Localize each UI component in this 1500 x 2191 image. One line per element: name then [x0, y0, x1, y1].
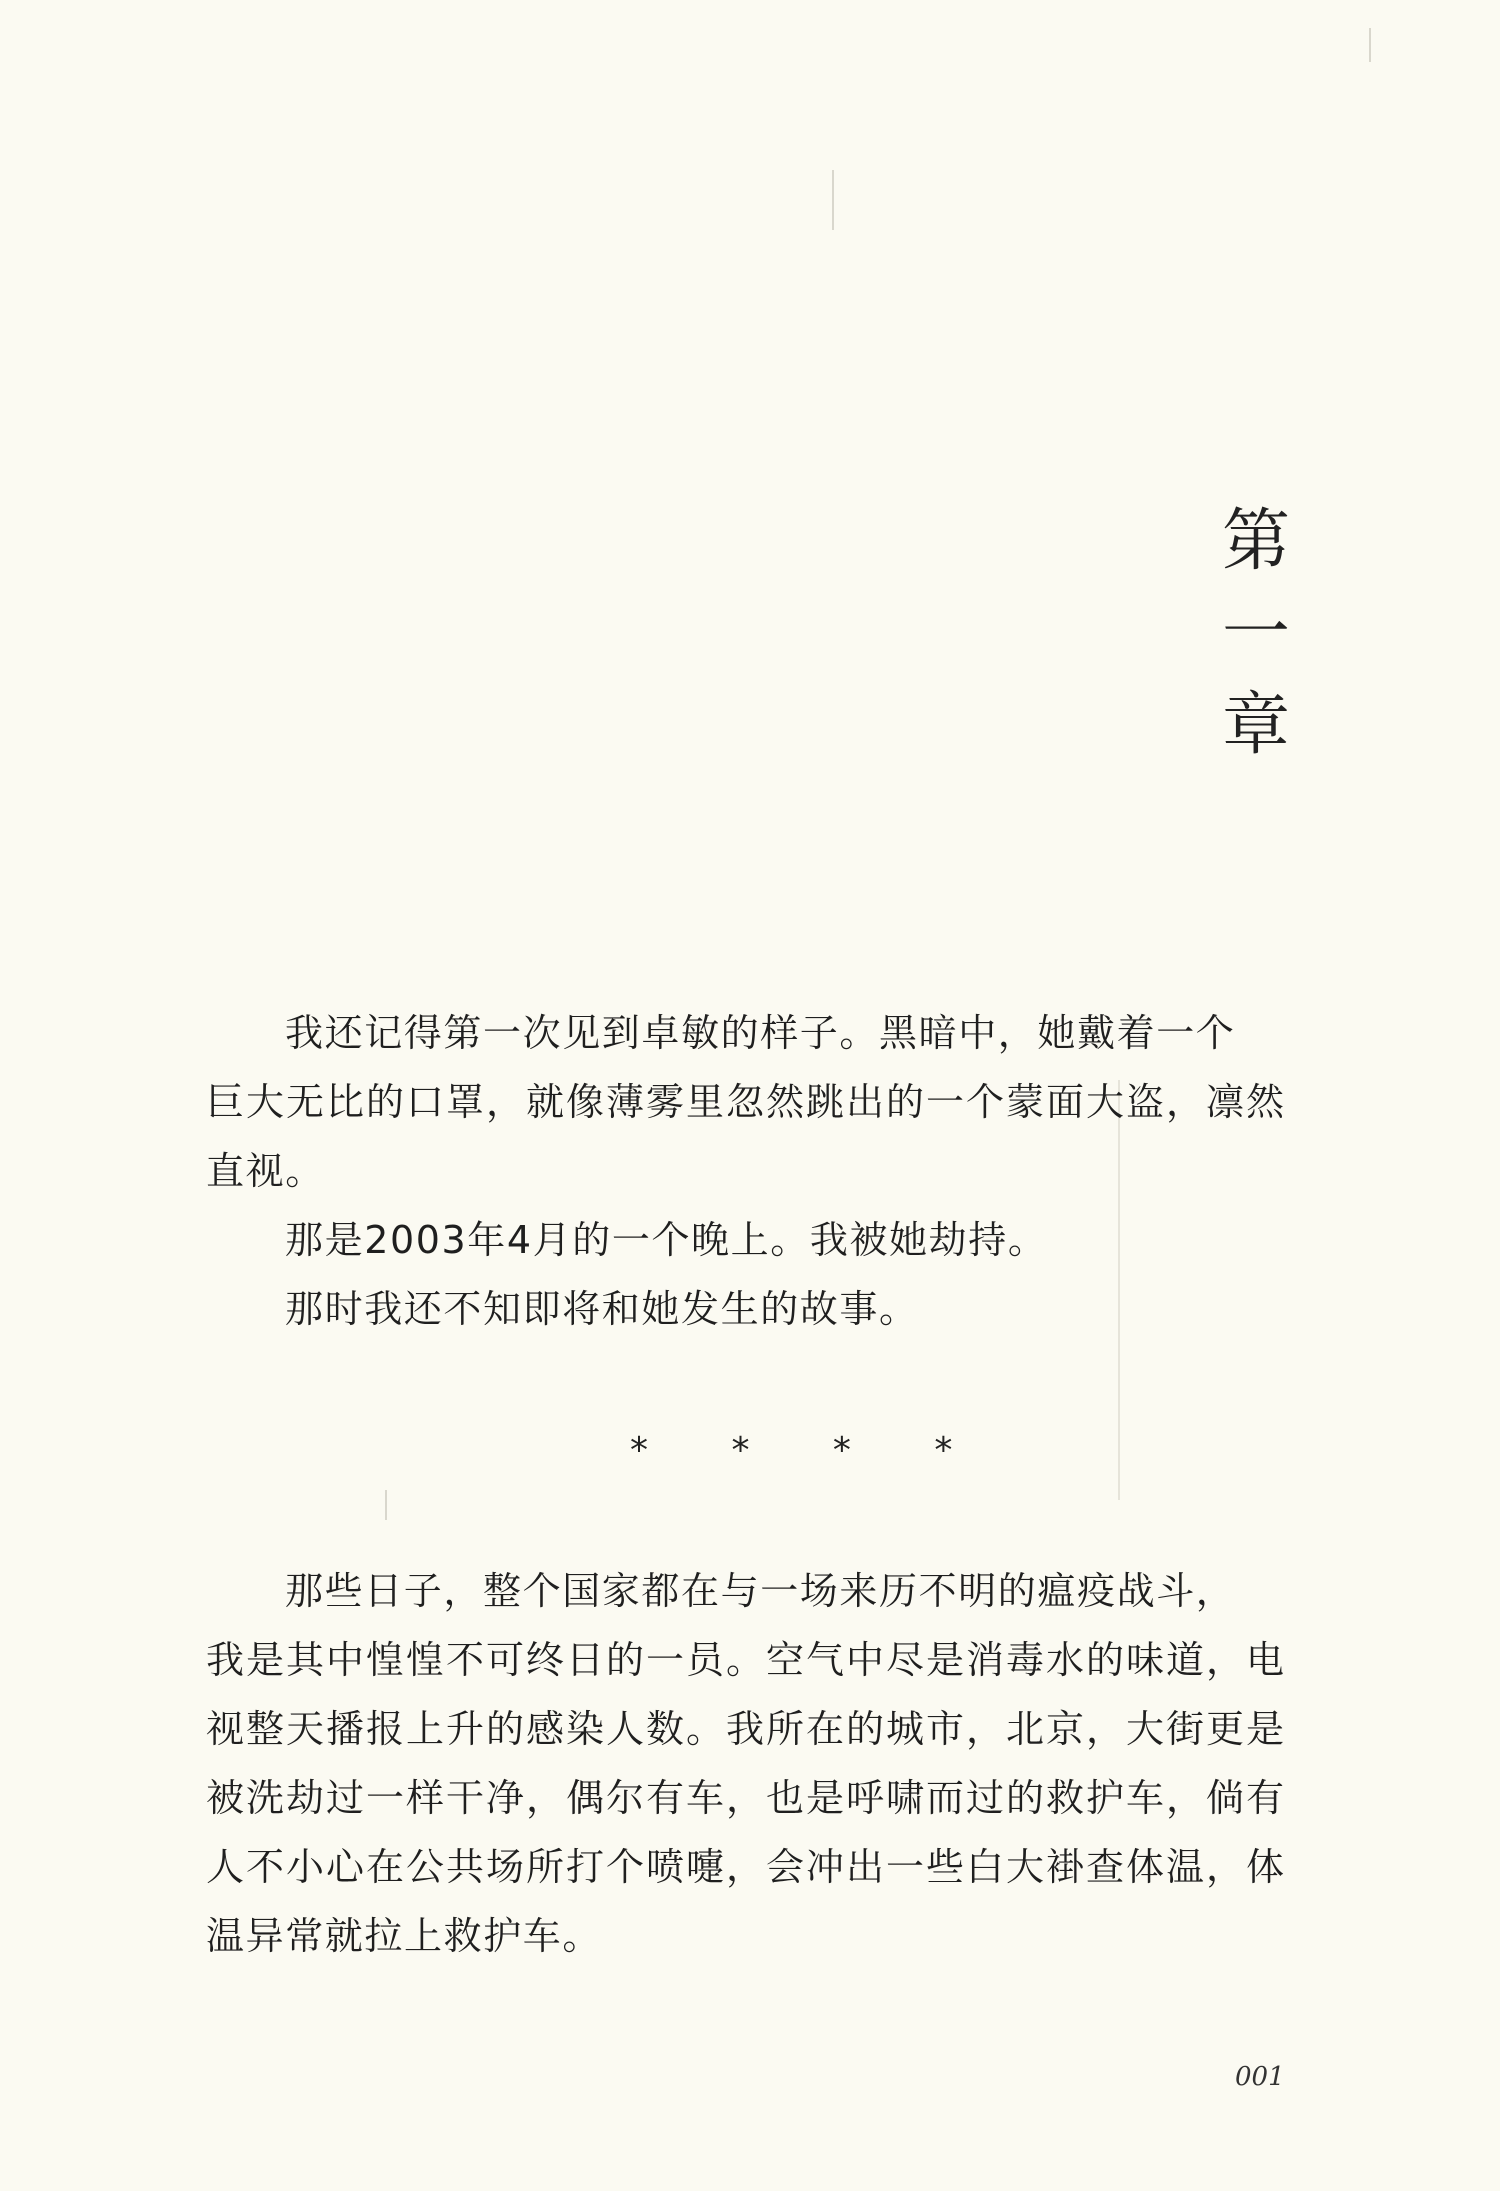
chapter-title	[1200, 502, 1312, 784]
paragraph-4-line-5: 人不小心在公共场所打个喷嚏，会冲出一些白大褂查体温，体	[206, 1845, 1284, 1889]
scan-mark	[1369, 28, 1371, 62]
paragraph-1-line-3: 直视。	[206, 1149, 325, 1193]
paragraph-4-line-1: 那些日子，整个国家都在与一场来历不明的瘟疫战斗，	[285, 1569, 1236, 1613]
paragraph-2: 那是2003年4月的一个晚上。我被她劫持。	[285, 1218, 1048, 1262]
paragraph-3: 那时我还不知即将和她发生的故事。	[285, 1287, 919, 1331]
paragraph-4-line-2: 我是其中惶惶不可终日的一员。空气中尽是消毒水的味道，电	[206, 1638, 1284, 1682]
section-separator: * * * *	[630, 1430, 989, 1471]
scan-mark	[1118, 1080, 1120, 1500]
scan-mark	[385, 1490, 387, 1520]
paragraph-4-line-6: 温异常就拉上救护车。	[206, 1914, 603, 1958]
chapter-title-char: 章	[1221, 686, 1290, 765]
chapter-title-char: 第	[1221, 502, 1290, 581]
paragraph-4-line-3: 视整天播报上升的感染人数。我所在的城市，北京，大街更是	[206, 1707, 1284, 1751]
paragraph-1-line-2: 巨大无比的口罩，就像薄雾里忽然跳出的一个蒙面大盗，凛然	[206, 1080, 1284, 1124]
chapter-title-char: 一	[1221, 594, 1290, 673]
paragraph-1-line-1: 我还记得第一次见到卓敏的样子。黑暗中，她戴着一个	[285, 1011, 1236, 1055]
page-number: 001	[1235, 2062, 1285, 2092]
paragraph-4-line-4: 被洗劫过一样干净，偶尔有车，也是呼啸而过的救护车，倘有	[206, 1776, 1284, 1820]
scan-mark	[832, 170, 834, 230]
